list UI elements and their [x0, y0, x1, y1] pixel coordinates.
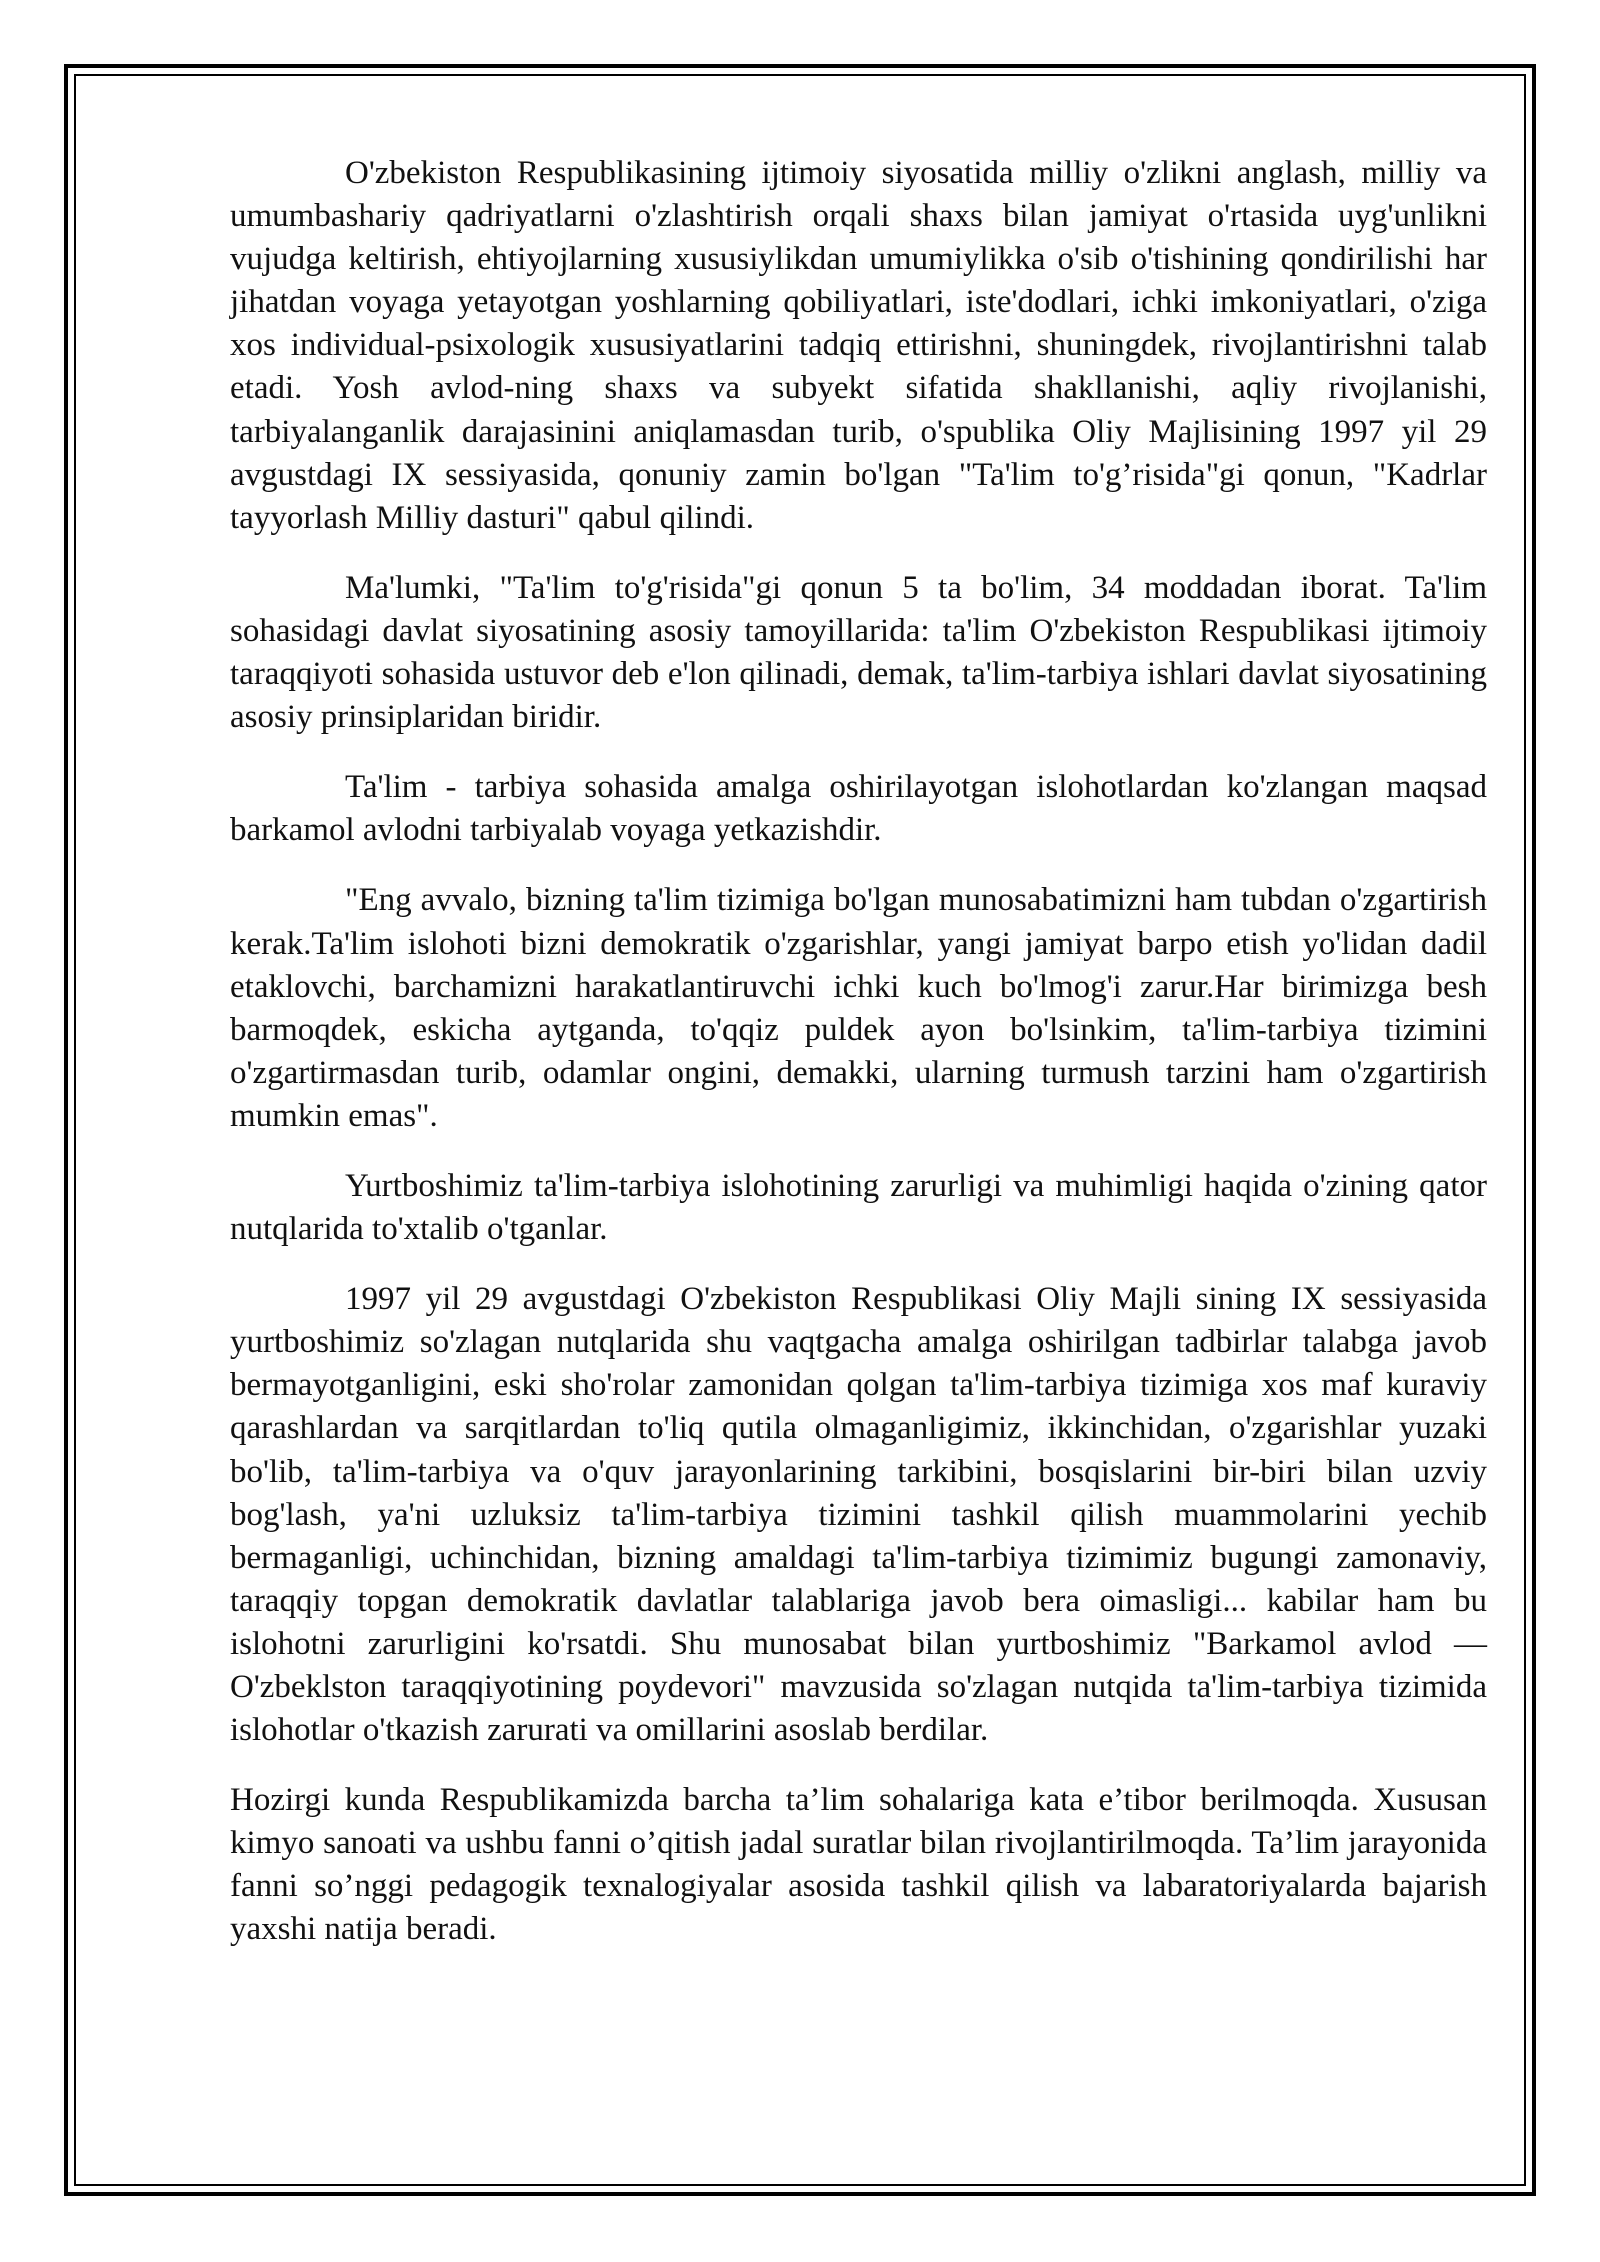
paragraph-1997-session: 1997 yil 29 avgustdagi O'zbekiston Respublikasi Oliy Majli sining IX sessiyasida yurtboshimiz so'zlagan nutqlarida shu vaqtgacha amalga oshirilgan tadbirlar talabga javob bermayotganligini, eski sho'rolar zamonidan qolgan ta'lim-tarbiya tizimiga xos maf kuraviy qarashlardan va sarqitlardan to'liq qutila olmaganligimiz, ikkinchidan, o'zgarishlar yuzaki bo'lib, ta'lim-tarbiya va o'quv jarayonlarining tarkibini, bosqislarini bir-biri bilan uzviy bog'lash, ya'ni uzluksiz ta'lim-tarbiya tizimini tashkil qilish muammolarini yechib bermaganligi, uchinchidan, bizning amaldagi ta'lim-tarbiya tizimimiz bugungi zamonaviy, taraqqiy topgan demokratik davlatlar talablariga javob bera oimasligi... kabilar ham bu islohotni zarurligini ko'rsatdi. Shu munosabat bilan yurtboshimiz "Barkamol avlod — O'zbeklston taraqqiyotining poydevori" mavzusida so'zlagan nutqida ta'lim-tarbiya tizimida islohotlar o'tkazish zarurati va omillarini asoslab berdilar.	[230, 1281, 1487, 1749]
paragraph-quote: "Eng avvalo, bizning ta'lim tizimiga bo'lgan munosabatimizni ham tubdan o'zgartirish kerak.Ta'lim islohoti bizni demokratik o'zgarishlar, yangi jamiyat barpo etish yo'lidan dadil etaklovchi, barchamizni harakatlantiruvchi ichki kuch bo'lmog'i zarur.Har birimizga besh barmoqdek, eskicha aytganda, to'qqiz puldek ayon bo'lsinkim, ta'lim-tarbiya tizimini o'zgartirmasdan turib, odamlar ongini, demakki, ularning turmush tarzini ham o'zgartirish mumkin emas".	[230, 882, 1487, 1134]
paragraph-social-policy: O'zbekiston Respublikasining ijtimoiy siyosatida milliy o'zlikni anglash, milliy va umumbashariy qadriyatlarni o'zlashtirish orqali shaxs bilan jamiyat o'rtasida uyg'unlikni vujudga keltirish, ehtiyojlarning xususiylikdan umumiylikka o'sib o'tishining qondirilishi har jihatdan voyaga yetayotgan yoshlarning qobiliyatlari, iste'dodlari, ichki imkoniyatlari, o'ziga xos individual-psixologik xususiyatlarini tadqiq ettirishni, shuningdek, rivojlantirishni talab etadi. Yosh avlod-ning shaxs va subyekt sifatida shakllanishi, aqliy rivojlanishi, tarbiyalanganlik darajasinini aniqlamasdan turib, o'spublika Oliy Majlisining 1997 yil 29 avgustdagi IX sessiyasida, qonuniy zamin bo'lgan "Ta'lim to'g’risida"gi qonun, "Kadrlar tayyorlash Milliy dasturi" qabul qilindi.	[230, 155, 1487, 536]
document-body	[230, 152, 1487, 1979]
paragraph-chemistry-education: Hozirgi kunda Respublikamizda barcha ta’lim sohalariga kata e’tibor berilmoqda. Xususan kimyo sanoati va ushbu fanni o’qitish jadal suratlar bilan rivojlantirilmoqda. Ta’lim jarayonida fanni so’nggi pedagogik texnalogiyalar asosida tashkil qilish va labaratoriyalarda bajarish yaxshi natija beradi.	[230, 1782, 1487, 1948]
paragraph-president-speeches: Yurtboshimiz ta'lim-tarbiya islohotining zarurligi va muhimligi haqida o'zining qator nutqlarida to'xtalib o'tganlar.	[230, 1167, 1487, 1248]
paragraph-reform-goal: Ta'lim - tarbiya sohasida amalga oshirilayotgan islohotlardan ko'zlangan maqsad barkamol avlodni tarbiyalab voyaga yetkazishdir.	[230, 769, 1487, 849]
paragraph-education-law: Ma'lumki, "Ta'lim to'g'risida"gi qonun 5 ta bo'lim, 34 moddadan iborat. Ta'lim sohasidagi davlat siyosatining asosiy tamoyillarida: ta'lim O'zbekiston Respublikasi ijtimoiy taraqqiyoti sohasida ustuvor deb e'lon qilinadi, demak, ta'lim-tarbiya ishlari davlat siyosatining asosiy prinsiplaridan biridir.	[230, 569, 1487, 736]
